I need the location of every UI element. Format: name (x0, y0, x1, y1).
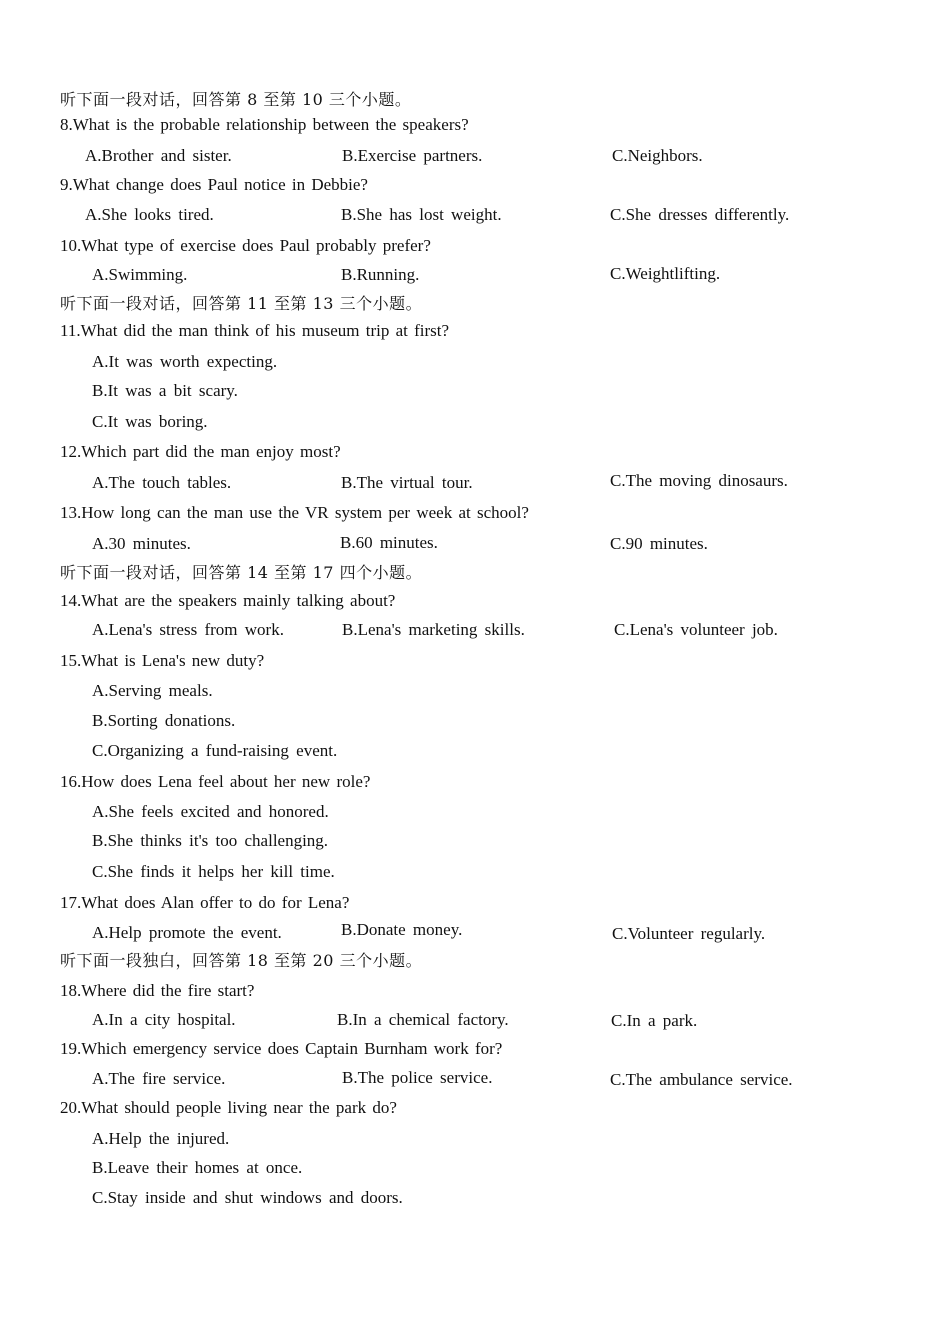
q12-option-a: A.The touch tables. (92, 473, 232, 492)
q19-option-c: C.The ambulance service. (610, 1070, 793, 1089)
q20-option-a: A.Help the injured. (92, 1129, 230, 1148)
q20-option-b: B.Leave their homes at once. (92, 1158, 303, 1177)
q17-option-c: C.Volunteer regularly. (612, 924, 766, 943)
q17-option-b: B.Donate money. (341, 920, 463, 939)
q8-option-c: C.Neighbors. (612, 146, 703, 165)
question-18: 18.Where did the fire start? (60, 981, 255, 1000)
q18-option-b: B.In a chemical factory. (337, 1010, 509, 1029)
q15-option-b: B.Sorting donations. (92, 711, 236, 730)
question-12: 12.Which part did the man enjoy most? (60, 442, 341, 461)
q8-option-a: A.Brother and sister. (85, 146, 232, 165)
q11-option-c: C.It was boring. (92, 412, 208, 431)
section-header: 听下面一段对话，回答第 8 至第 10 三个小题。 (60, 90, 412, 109)
question-11: 11.What did the man think of his museum trip at first? (60, 321, 450, 340)
section-header: 听下面一段对话，回答第 11 至第 13 三个小题。 (60, 294, 423, 313)
q18-option-a: A.In a city hospital. (92, 1010, 236, 1029)
q10-option-c: C.Weightlifting. (610, 264, 721, 283)
section-header: 听下面一段对话，回答第 14 至第 17 四个小题。 (60, 563, 423, 582)
question-16: 16.How does Lena feel about her new role? (60, 772, 371, 791)
q16-option-a: A.She feels excited and honored. (92, 802, 329, 821)
q12-option-b: B.The virtual tour. (341, 473, 473, 492)
q9-option-b: B.She has lost weight. (341, 205, 502, 224)
q11-option-b: B.It was a bit scary. (92, 381, 238, 400)
q19-option-a: A.The fire service. (92, 1069, 226, 1088)
q14-option-c: C.Lena's volunteer job. (614, 620, 778, 639)
q16-option-c: C.She finds it helps her kill time. (92, 862, 335, 881)
question-10: 10.What type of exercise does Paul probably prefer? (60, 236, 431, 255)
q14-option-a: A.Lena's stress from work. (92, 620, 284, 639)
question-9: 9.What change does Paul notice in Debbie? (60, 175, 368, 194)
q13-option-b: B.60 minutes. (340, 533, 438, 552)
q17-option-a: A.Help promote the event. (92, 923, 282, 942)
q15-option-a: A.Serving meals. (92, 681, 213, 700)
q9-option-c: C.She dresses differently. (610, 205, 790, 224)
q11-option-a: A.It was worth expecting. (92, 352, 278, 371)
question-8: 8.What is the probable relationship between the speakers? (60, 115, 469, 134)
q13-option-c: C.90 minutes. (610, 534, 708, 553)
q12-option-c: C.The moving dinosaurs. (610, 471, 788, 490)
q8-option-b: B.Exercise partners. (342, 146, 483, 165)
q19-option-b: B.The police service. (342, 1068, 493, 1087)
q10-option-a: A.Swimming. (92, 265, 188, 284)
q9-option-a: A.She looks tired. (85, 205, 214, 224)
q14-option-b: B.Lena's marketing skills. (342, 620, 525, 639)
q18-option-c: C.In a park. (611, 1011, 698, 1030)
question-17: 17.What does Alan offer to do for Lena? (60, 893, 350, 912)
question-15: 15.What is Lena's new duty? (60, 651, 265, 670)
q10-option-b: B.Running. (341, 265, 420, 284)
question-19: 19.Which emergency service does Captain Burnham work for? (60, 1039, 503, 1058)
q13-option-a: A.30 minutes. (92, 534, 191, 553)
q20-option-c: C.Stay inside and shut windows and doors. (92, 1188, 403, 1207)
question-13: 13.How long can the man use the VR system per week at school? (60, 503, 529, 522)
question-14: 14.What are the speakers mainly talking about? (60, 591, 396, 610)
section-header: 听下面一段独白，回答第 18 至第 20 三个小题。 (60, 951, 423, 970)
q15-option-c: C.Organizing a fund-raising event. (92, 741, 338, 760)
question-20: 20.What should people living near the park do? (60, 1098, 397, 1117)
q16-option-b: B.She thinks it's too challenging. (92, 831, 329, 850)
